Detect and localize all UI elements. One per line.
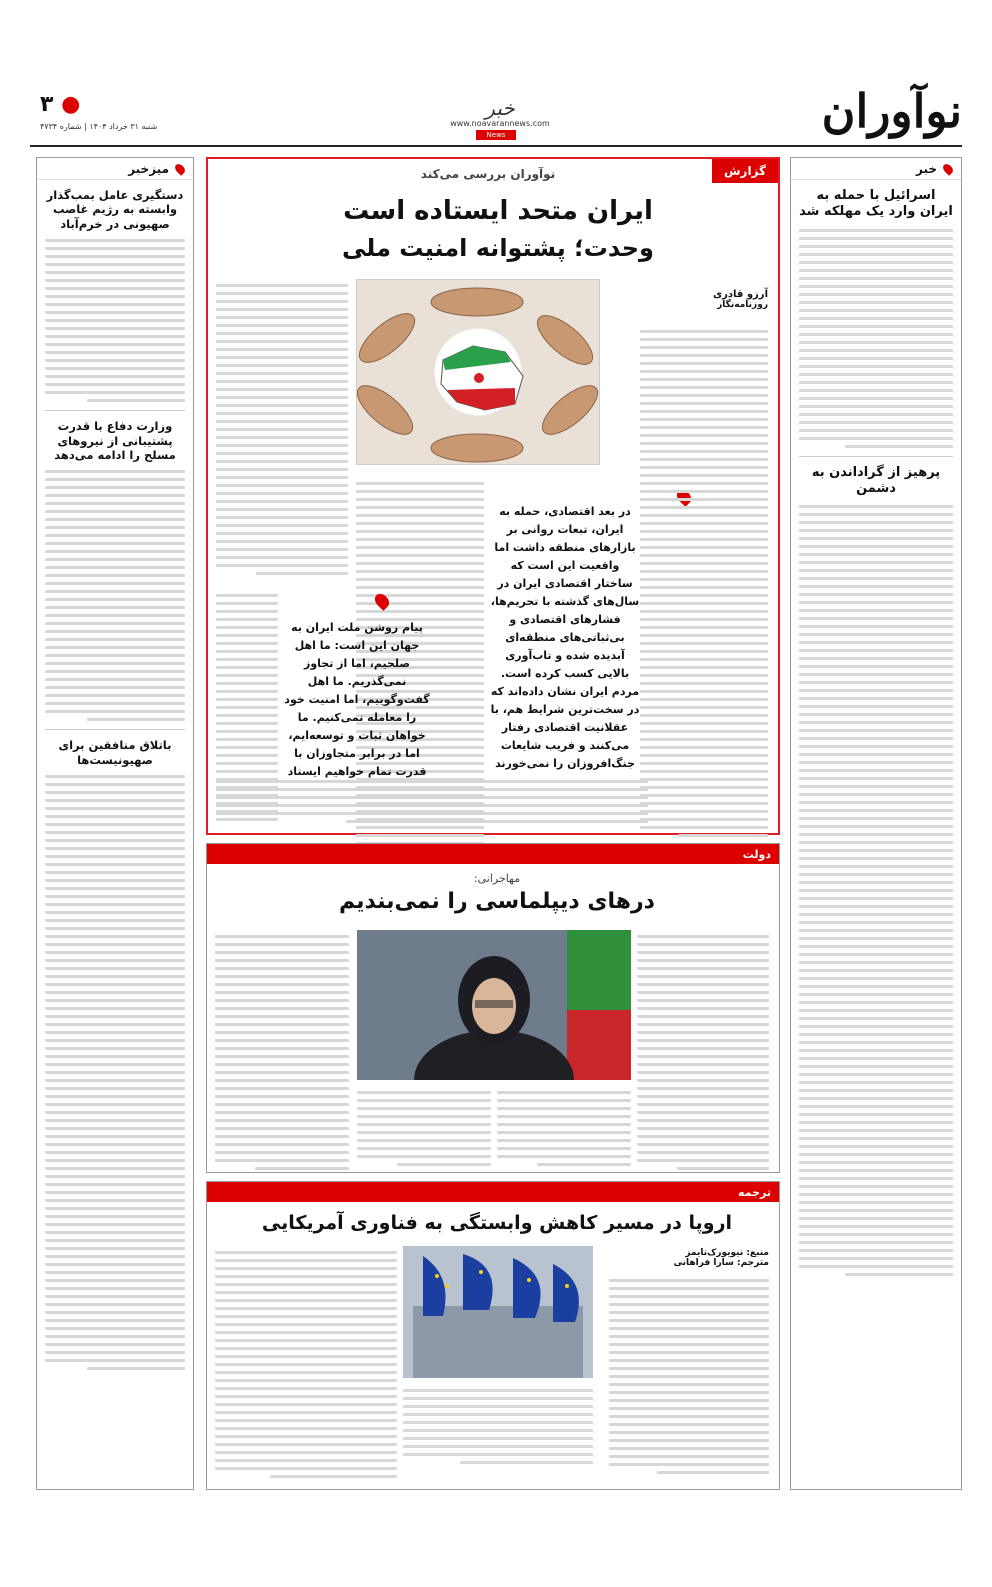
author-name: آرزو قادری (713, 289, 768, 300)
right-story2-body (799, 505, 953, 1276)
page-section-name: خبر (485, 96, 515, 120)
trans-body-col2 (403, 1384, 593, 1469)
left-column-section-label: میزخبر (128, 161, 169, 176)
trans-body-col1 (609, 1274, 769, 1479)
trans-source (609, 1248, 769, 1268)
gov-body-col3 (357, 1086, 491, 1171)
gov-body-col1 (637, 930, 769, 1175)
source-label: منبع: نیویورک‌تایمز (685, 1248, 769, 1258)
left-story3-body (45, 775, 185, 1370)
left-story1-title: دستگیری عامل بمب‌گذار وابسته به رژیم غاصب صهیونی در خرم‌آباد (46, 188, 184, 231)
left-story1-body (45, 239, 185, 402)
site-url: www.noavarannews.com (450, 119, 550, 128)
left-column (36, 157, 194, 1490)
right-column-header (791, 158, 961, 180)
right-story2-title: پرهیز از گراداندن به دشمن (811, 464, 941, 496)
right-story1-body (799, 229, 953, 448)
right-column-section-label: خبر (915, 161, 937, 176)
trans-title: اروپا در مسیر کاهش وابستگی به فناوری آمریکایی (261, 1212, 733, 1234)
eu-flags-photo (403, 1246, 593, 1378)
page-number: ● ۳ (40, 92, 81, 117)
gov-title: درهای دیپلماسی را نمی‌بندیم (339, 889, 655, 914)
official-portrait-photo (357, 930, 631, 1080)
gov-body-col2 (497, 1086, 631, 1171)
news-tag: News (476, 130, 516, 140)
issue-line: شنبه ۳۱ خرداد ۱۴۰۴ | شماره ۴۷۳۴ (40, 122, 158, 131)
right-column (790, 157, 962, 1490)
bullet-icon (941, 162, 955, 176)
main-title-line1: ایران متحد ایستاده است (343, 196, 653, 226)
main-body-col2 (648, 477, 702, 722)
left-story2-body (45, 470, 185, 721)
bullet-icon (173, 162, 187, 176)
translator-label: مترجم: سارا فراهانی (673, 1258, 769, 1268)
newspaper-logo: نوآوران (821, 84, 962, 138)
iran-map-hands-illustration (356, 280, 599, 465)
gov-kicker: مهاجرانی: (473, 872, 521, 885)
left-story3-title: باتلاق منافقین برای صهیونیست‌ها (58, 738, 172, 767)
gov-body-col4 (215, 930, 349, 1175)
translation-section (206, 1181, 780, 1490)
trans-section-bar: ترجمه (207, 1182, 779, 1202)
main-body-bottom (216, 775, 648, 828)
portrait-illustration (357, 930, 631, 1080)
eu-flags-illustration (403, 1246, 593, 1378)
main-kicker: نوآوران بررسی می‌کند (420, 167, 556, 181)
main-title-line2: وحدت؛ پشتوانه امنیت ملی (342, 234, 654, 262)
main-author (608, 289, 768, 310)
unity-hands-photo (356, 279, 600, 465)
main-body-col5 (216, 279, 348, 580)
left-column-header (37, 158, 193, 180)
pull-quote-2: پیام روشن ملت ایران به جهان این است: ما اهل صلحیم، اما از تجاوز نمی‌گذریم. ما اهل گفت‌وگوییم، اما امنیت خود را معامله نمی‌کنیم. ما خواهان ثبات و توسعه‌ایم، اما در برابر متجاوزان با قدرت تمام خواهیم ایستاد (284, 621, 430, 778)
header-rule (30, 145, 962, 147)
pull-quote-1: در بعد اقتصادی، حمله به ایران، تبعات روانی بر بازارهای منطقه داشت اما واقعیت این است که ساختار اقتصادی ایران در سال‌های گذشته با تحریم‌ها، فشارهای اقتصادی و بی‌ثباتی‌های منطقه‌ای آبدیده شده و تاب‌آوری بالایی کسب کرده است. مردم ایران نشان داده‌اند که در سخت‌ترین شرایط هم، با عقلانیت اقتصادی رفتار می‌کنند و فریب شایعات جنگ‌افروزان را نمی‌خورند (490, 505, 640, 770)
main-section-tag: گزارش (712, 159, 778, 183)
gov-section-bar: دولت (207, 844, 779, 864)
trans-body-col3 (215, 1246, 397, 1483)
right-story1-title: اسرائیل با حمله به ایران وارد یک مهلکه شد (799, 188, 953, 220)
author-role: روزنامه‌نگار (717, 300, 768, 310)
left-story2-title: وزارت دفاع با قدرت پشتیبانی از نیروهای مسلح را ادامه می‌دهد (54, 419, 176, 462)
government-section (206, 843, 780, 1173)
main-report (206, 157, 780, 835)
